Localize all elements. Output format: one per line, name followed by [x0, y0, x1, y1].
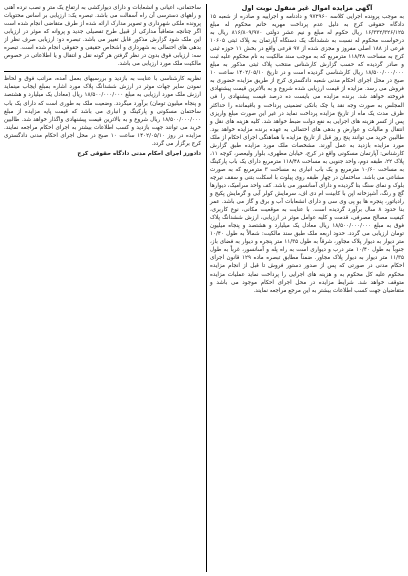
notice-right-body: به موجب پرونده اجرایی کلاسه ۹۷۲۹۶۰ و دادنامه و اجراییه و صادره از شعبه ۱۵ دادگاه حقوقی کرج به دلیل عدم پرداخت مهریه خانم محکوم له مبلغ ۱۶/۳۳۲/۳۲۶/۱۲۵ ریال حکوم له مبلغ و نیم عشر دولتی ۸۱۶/۸۰۹/۹۷۰ ریال به درخواست محکوم له نسبت به ششدانگ یک دستگاه آپارتمان به پلاک ثبتی ۱۰۶۰۵ فرعی از ۱۸۸ اصلی مفروز و مجزی شده از ۹۷ فرعی واقع در بخش ۱۱ حوزه ثبتی کرج به مساحت ۱۱۸/۴۸ مترمربع که به موجب سند مالکیت به نام محکوم علیه ثبت و صادر گردیده که حسب گزارش کارشناس منتخب پلاک ثبتی مذکور به مبلغ ۱۸/۵۰۰/۰۰۰/۰۰۰ ریال کارشناسی گردیده است و در تاریخ ۱۴۰۲/۰۵/۱۰ ساعت ۱۰ صبح در محل اجرای احکام مدنی شعبه دادگستری کرج از طریق مزایده حضوری به فروش می رسد. مزایده از قیمت ارزیابی شده شروع و به بالاترین قیمت پیشنهادی فروخته خواهد شد. برنده مزایده می بایست ده درصد قیمت پیشنهادی را فی المجلس به صورت وجه نقد یا چک بانکی تضمینی پرداخت و باقیمانده را حداکثر ظرف مدت یک ماه از تاریخ مزایده پرداخت نماید در غیر این صورت مبلغ واریزی پس از کسر هزینه های اجرایی به نفع دولت ضبط خواهد شد. کلیه هزینه های نقل و انتقال و مالیات و عوارض و بدهی های احتمالی به عهده برنده مزایده خواهد بود. طالبین خرید می توانند پنج روز قبل از تاریخ مزایده با هماهنگی اجرای احکام از ملک مورد مزایده بازدید به عمل آورند. مشخصات ملک مورد مزایده طبق گزارش کارشناس: آپارتمان مسکونی واقع در کرج، خیابان مطهری، بلوار ولیعصر، کوچه ۱۱، پلاک ۲۲، طبقه دوم، واحد جنوبی به مساحت ۱۱۸/۴۸ مترمربع دارای یک باب پارکینگ به مساحت ۱۰/۶۰ مترمربع و یک باب انباری به مساحت ۳ مترمربع که به صورت مشاعی می باشد. ساختمان در چهار طبقه روی پیلوت با اسکلت بتنی و سقف تیرچه بلوک و نمای سنگ بنا گردیده و دارای آسانسور می باشد. کف واحد سرامیک، دیوارها گچ و رنگ، آشپزخانه اپن با کابینت ام دی اف، سرمایش کولر آبی و گرمایش پکیج و رادیاتور، پنجره ها یو پی وی سی و دارای انشعابات آب و برق و گاز می باشد. عمر بنا حدود ۸ سال برآورد گردیده است. با عنایت به موقعیت مکانی، نوع کاربری، کیفیت مصالح مصرفی، قدمت و کلیه عوامل موثر در ارزیابی، ارزش ششدانگ پلاک فوق به مبلغ ۱۸/۵۰۰/۰۰۰/۰۰۰ ریال معادل یک میلیارد و هشتصد و پنجاه میلیون تومان ارزیابی می گردد. حدود اربعه ملک طبق سند مالکیت: شمالاً به طول ۱۰/۴۰ متر دیوار به دیوار پلاک مجاور، شرقاً به طول ۱۱/۳۵ متر پنجره و دیوار به فضای باز، جنوباً به طول ۱۰/۴۰ متر درب و دیواری است به راه پله و آسانسور، غرباً به طول ۱۱/۳۵ متر دیوار به دیوار پلاک مجاور. ضمناً مطابق تبصره ماده ۱۲۹ قانون اجرای احکام مدنی در صورتی که پس از صدور دستور فروش تا قبل از انجام مزایده محکوم علیه کل محکوم به و هزینه های اجرایی را پرداخت نماید عملیات مزایده متوقف خواهد شد. شرایط مزایده در محل اجرای احکام موجود می باشد و متقاضیان جهت کسب اطلاعات بیشتر به این مرجع مراجعه نمایند.	[209, 14, 404, 294]
notice-left-top: ساختمانی، اعیانی و انشعابات و دارای دیوارکشی به ارتفاع یک متر و نصب نرده آهنی و راههای دسترسی آن راه آسفالت می باشد. تبصره یک: ارزیابی بر اساس محتویات پرونده ملکی شهرداری و تصویر مدارک ارائه شده از طرف متقاضی انجام شده است اگر چنانچه متعاقباً مدارکی از قبیل طرح تفصیلی جدید و پروانه که موثر در ارزیابی این ملک شود گزارش مذکور قابل تغییر می باشد. تبصره دو: ارزیابی صرف نظر از بدهی های احتمالی به شهرداری و اشخاص حقیقی و حقوقی انجام شده است. تبصره سه: ارزیابی فوق بدون در نظر گرفتن هر گونه نقل و انتقال و یا اطلاعاتی در خصوص مالکیت ملک مورد ارزیابی می باشد.	[4, 5, 201, 68]
notice-left-bottom: نظریه کارشناسی با عنایت به بازدید و بررسیهای بعمل آمده، مراتب فوق و لحاظ نمودن سایر جهات موثر در ارزش ششدانگ پلاک مورد اشاره بمبلغ ایجاب مینماید ارزش ملک مورد ارزیابی به مبلغ ۱۸/۵۰۰/۰۰۰/۰۰۰ ریال (معادل یک میلیارد و هشتصد و پنجاه میلیون تومان) برآورد میگردد. وضعیت ملک به طوری است که دارای یک باب ساختمان مسکونی و پارکینگ و انباری می باشد که قیمت پایه مزایده از مبلغ ۱۸/۵۰۰/۰۰۰/۰۰۰ ریال شروع و به بالاترین قیمت پیشنهادی واگذار خواهد شد. طالبین خرید می توانند جهت بازدید و کسب اطلاعات بیشتر به اجرای احکام مراجعه نمایند. مزایده در روز ۱۴۰۲/۰۵/۱۰ ساعت ۱۰ صبح در محل اجرای احکام مدنی دادگستری کرج برگزار می گردد.	[4, 76, 201, 147]
notice-title: آگهی مزایده اموال غیر منقول نوبت اول	[241, 4, 373, 12]
signature-line: دادورز اجرای احکام مدنی دادگاه حقوقی کرج	[77, 150, 201, 157]
section-divider	[4, 71, 201, 72]
notice-right-column	[206, 4, 404, 572]
notice-left-column	[4, 4, 202, 572]
